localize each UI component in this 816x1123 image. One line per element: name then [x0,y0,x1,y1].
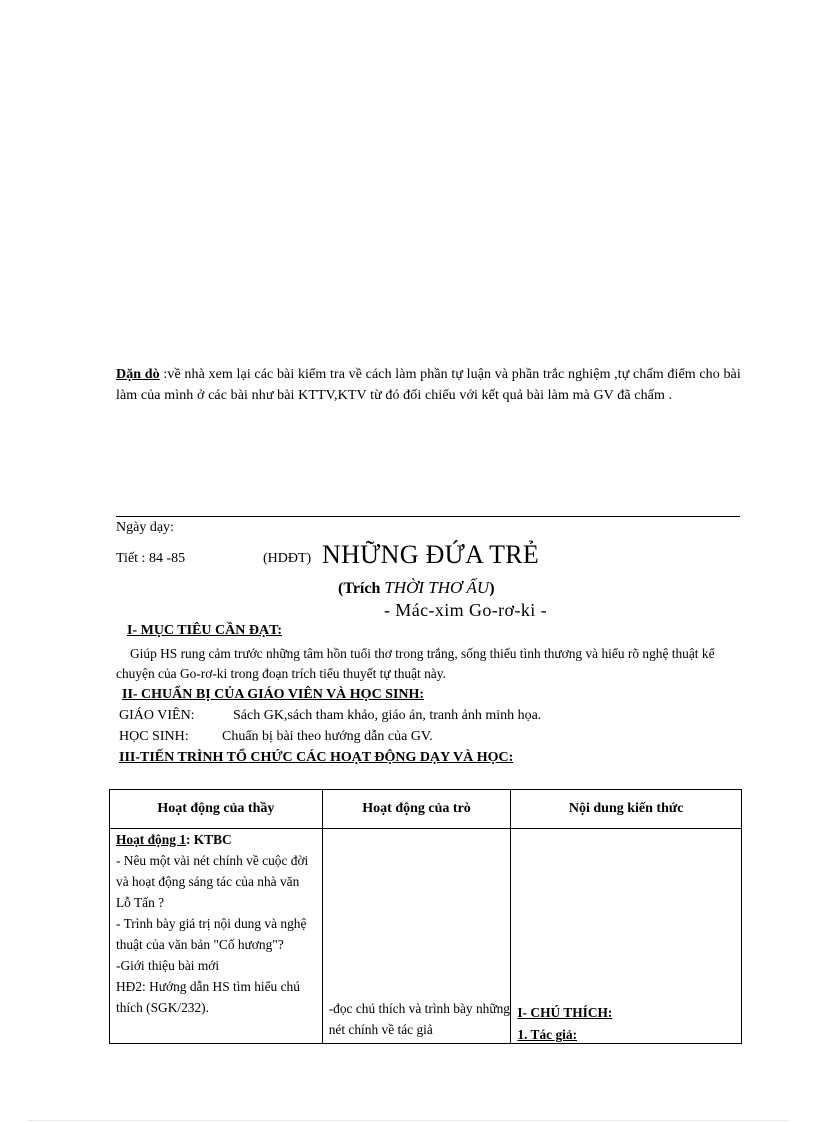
teacher-line: -Giới thiệu bài mới [116,958,220,973]
teacher-line: HĐ2: Hướng dẫn HS tìm hiểu chú thích (SGK/232). [116,979,300,1015]
student-label: HỌC SINH: [119,729,189,744]
homework-note [116,364,746,406]
lesson-period: Tiết : 84 -85 [116,551,186,566]
header-content: Nội dung kiến thức [511,790,742,829]
student-line: -đọc chú thích và trình bày những nét chính về tác giả [328,1001,510,1037]
content-block [517,1002,612,1046]
content-subheading: 1. Tác giả: [517,1027,578,1042]
activity-1-heading [116,829,316,850]
divider [116,516,740,517]
header-teacher: Hoạt động của thầy [110,790,323,829]
activity-1-label: Hoạt động 1 [116,832,186,847]
page-bottom-border [28,1120,788,1121]
teacher-line: - Trình bày giá trị nội dung và nghệ thuật của văn bản "Cố hương"? [116,916,307,952]
activity-1-title: : KTBC [185,832,232,847]
section-procedure: III-TIẾN TRÌNH TỔ CHỨC CÁC HOẠT ĐỘNG DẠY VÀ HỌC: [119,750,514,765]
section-preparation: II- CHUẨN BỊ CỦA GIÁO VIÊN VÀ HỌC SINH: [122,687,425,702]
author-name: - Mác-xim Go-rơ-ki - [384,600,547,620]
content-cell [511,829,742,1044]
teacher-activity-cell [110,829,323,1044]
content-heading: I- CHÚ THÍCH: [517,1005,613,1020]
lesson-title: NHỮNG ĐỨA TRẺ [322,540,540,569]
teacher-label: GIÁO VIÊN: [119,708,195,723]
teacher-value: Sách GK,sách tham khảo, giáo án, tranh ảnh minh họa. [233,708,542,723]
excerpt-source [338,578,495,598]
section-objectives: I- MỤC TIÊU CẦN ĐẠT: [127,623,283,638]
student-prep [119,729,433,745]
student-value: Chuẩn bị bài theo hướng dẫn của GV. [222,729,433,744]
excerpt-work: THỜI THƠ ẤU [384,578,490,597]
header-student: Hoạt động của trò [322,790,511,829]
lesson-prefix: (HDĐT) [263,551,312,566]
table-row [110,829,742,1044]
teacher-line: - Nêu một vài nét chính về cuộc đời và hoạt động sáng tác của nhà văn Lỗ Tấn ? [116,853,309,910]
objectives-text: Giúp HS rung cảm trước những tâm hồn tuổi thơ trong trắng, sống thiếu tình thương và hiểu rõ nghệ thuật kể chuyện của Go-rơ-ki trong đoạn trích tiểu thuyết tự thuật này. [116,646,715,681]
teacher-prep [119,708,542,724]
excerpt-close: ) [489,580,495,597]
excerpt-label: (Trích [338,580,385,597]
homework-label: Dặn dò [116,367,160,382]
student-activity-cell [322,829,511,1044]
table-header-row [110,790,742,829]
homework-text: :về nhà xem lại các bài kiểm tra về cách làm phần tự luận và phần trắc nghiệm ,tự chấm điểm cho bài làm của mình ở các bài như bài KTTV,KTV từ đó đối chiếu với kết quả bài làm mà GV đã chấm . [116,367,741,403]
activity-table [109,789,742,1044]
teaching-date: Ngày dạy: [116,520,174,535]
